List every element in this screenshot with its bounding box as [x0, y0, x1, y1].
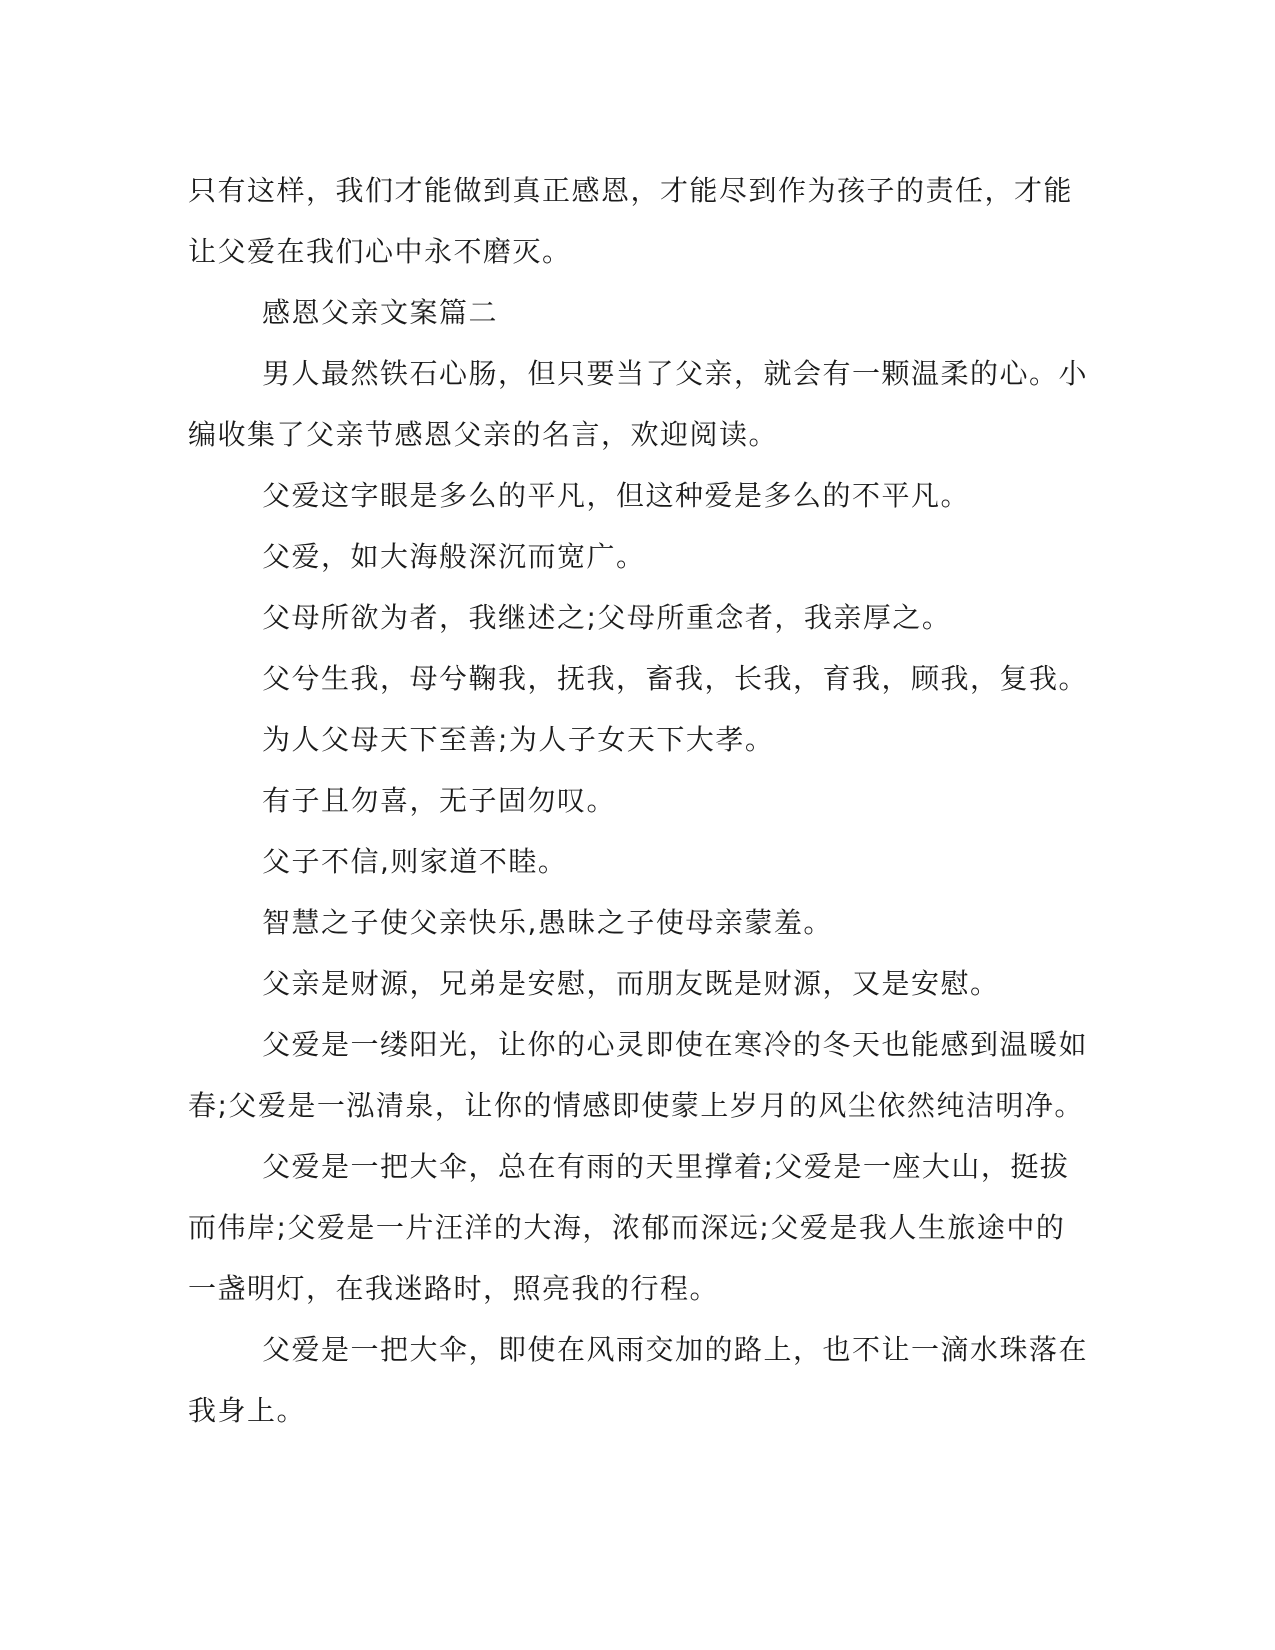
- paragraph: 智慧之子使父亲快乐,愚昧之子使母亲蒙羞。: [262, 906, 833, 939]
- paragraph: 有子且勿喜，无子固勿叹。: [262, 784, 617, 817]
- paragraph: 父爱是一把大伞，总在有雨的天里撑着;父爱是一座大山，挺拔而伟岸;父爱是一片汪洋的大海，浓郁而深远;父爱是我人生旅途中的一盏明灯，在我迷路时，照亮我的行程。: [188, 1150, 1070, 1305]
- paragraph: 男人最然铁石心肠，但只要当了父亲，就会有一颗温柔的心。小编收集了父亲节感恩父亲的名言，欢迎阅读。: [188, 357, 1089, 451]
- paragraph: 父母所欲为者，我继述之;父母所重念者，我亲厚之。: [262, 601, 952, 634]
- paragraph: 父爱这字眼是多么的平凡，但这种爱是多么的不平凡。: [262, 479, 971, 512]
- paragraph-continuation: 只有这样，我们才能做到真正感恩，才能尽到作为孩子的责任，才能让父爱在我们心中永不磨灭。: [188, 174, 1074, 268]
- paragraph: 父爱是一缕阳光，让你的心灵即使在寒冷的冬天也能感到温暖如春;父爱是一泓清泉，让你的情感即使蒙上岁月的风尘依然纯洁明净。: [188, 1028, 1089, 1122]
- section-heading: 感恩父亲文案篇二: [262, 296, 499, 329]
- paragraph: 父兮生我，母兮鞠我，抚我，畜我，长我，育我，顾我，复我。: [262, 662, 1089, 695]
- document-body: [188, 160, 1088, 1441]
- paragraph: 父爱，如大海般深沉而宽广。: [262, 540, 646, 573]
- paragraph: 父爱是一把大伞，即使在风雨交加的路上，也不让一滴水珠落在我身上。: [188, 1333, 1089, 1427]
- paragraph: 为人父母天下至善;为人子女天下大孝。: [262, 723, 775, 756]
- paragraph: 父子不信,则家道不睦。: [262, 845, 568, 878]
- paragraph: 父亲是财源，兄弟是安慰，而朋友既是财源，又是安慰。: [262, 967, 1000, 1000]
